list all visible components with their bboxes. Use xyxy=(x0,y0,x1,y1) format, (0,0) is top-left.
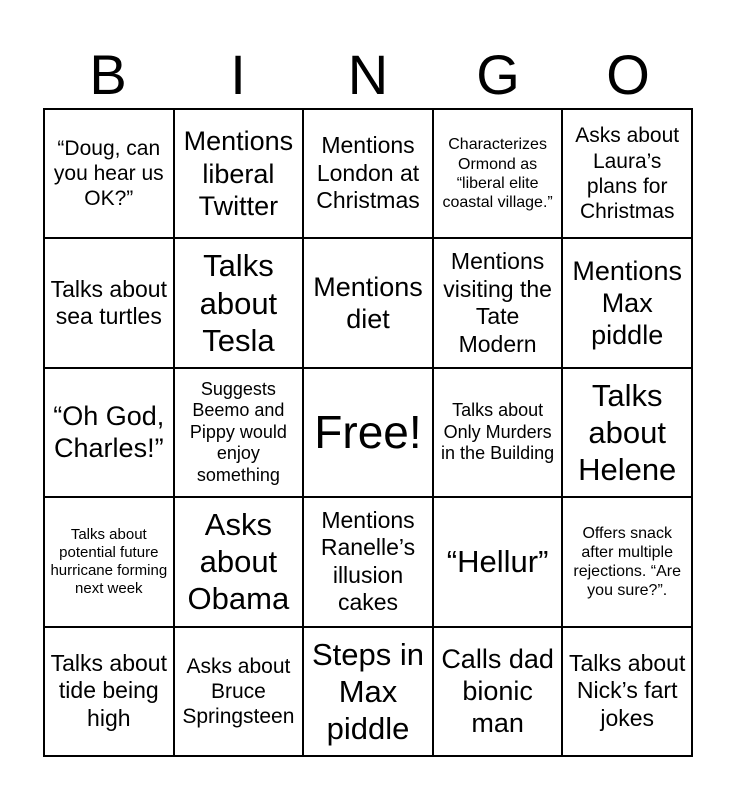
bingo-cell[interactable] xyxy=(303,497,433,626)
bingo-cell[interactable] xyxy=(562,627,692,756)
cell-text: Talks about Only Murders in the Building xyxy=(441,400,555,464)
cell-text: Mentions Max piddle xyxy=(572,255,682,351)
header-letter-i: I xyxy=(230,43,246,106)
cell-text: Mentions Ranelle’s illusion cakes xyxy=(320,506,416,616)
bingo-cell[interactable] xyxy=(562,497,692,626)
bingo-cell[interactable] xyxy=(433,627,563,756)
free-space-text: Free! xyxy=(314,405,422,458)
cell-text: Calls dad bionic man xyxy=(441,643,554,739)
bingo-cell[interactable] xyxy=(562,368,692,497)
cell-text: Talks about Nick’s fart jokes xyxy=(569,649,686,732)
bingo-cell[interactable] xyxy=(174,368,304,497)
bingo-cell[interactable] xyxy=(174,627,304,756)
bingo-cell[interactable] xyxy=(44,497,174,626)
header-letter-o: O xyxy=(606,43,650,106)
cell-text: “Oh God, Charles!” xyxy=(53,401,165,464)
cell-text: Asks about Obama xyxy=(187,507,290,617)
cell-text: “Doug, can you hear us OK?” xyxy=(53,136,164,211)
cell-text: Mentions diet xyxy=(313,271,423,335)
bingo-cell[interactable] xyxy=(174,497,304,626)
bingo-header xyxy=(43,40,693,110)
bingo-cell[interactable] xyxy=(174,238,304,367)
bingo-cell[interactable] xyxy=(44,627,174,756)
cell-text: Mentions liberal Twitter xyxy=(183,126,294,221)
bingo-cell[interactable] xyxy=(44,368,174,497)
cell-text: Suggests Beemo and Pippy would enjoy something xyxy=(189,378,287,485)
bingo-cell[interactable] xyxy=(562,109,692,238)
cell-text: Asks about Laura’s plans for Christmas xyxy=(575,124,680,223)
cell-text: Talks about Tesla xyxy=(199,248,278,358)
cell-text: Characterizes Ormond as “liberal elite coastal village.” xyxy=(442,136,553,211)
bingo-cell[interactable] xyxy=(433,368,563,497)
bingo-cell[interactable] xyxy=(433,497,563,626)
bingo-cell[interactable] xyxy=(174,109,304,238)
cell-text: Mentions London at Christmas xyxy=(316,132,420,214)
cell-text: Steps in Max piddle xyxy=(311,636,424,746)
bingo-cell[interactable] xyxy=(303,627,433,756)
cell-text: Talks about tide being high xyxy=(50,649,167,732)
bingo-cell[interactable] xyxy=(303,109,433,238)
cell-text: Talks about Helene xyxy=(578,377,677,488)
cell-text: Talks about potential future hurricane forming next week xyxy=(50,525,168,597)
bingo-cell[interactable] xyxy=(303,238,433,367)
bingo-cell[interactable] xyxy=(44,109,174,238)
bingo-cell[interactable] xyxy=(433,109,563,238)
cell-text: “Hellur” xyxy=(446,544,549,580)
bingo-card-grid xyxy=(43,108,693,757)
cell-text: Offers snack after multiple rejections. “Are you sure?”. xyxy=(573,524,681,600)
cell-text: Mentions visiting the Tate Modern xyxy=(443,247,552,357)
bingo-cell[interactable] xyxy=(562,238,692,367)
header-letter-g: G xyxy=(476,43,520,106)
bingo-cell[interactable] xyxy=(433,238,563,367)
free-space-cell[interactable] xyxy=(303,368,433,497)
cell-text: Talks about sea turtles xyxy=(50,275,167,330)
header-letter-b: B xyxy=(89,43,127,106)
cell-text: Asks about Bruce Springsteen xyxy=(182,654,295,728)
bingo-cell[interactable] xyxy=(44,238,174,367)
header-letter-n: N xyxy=(347,43,389,106)
